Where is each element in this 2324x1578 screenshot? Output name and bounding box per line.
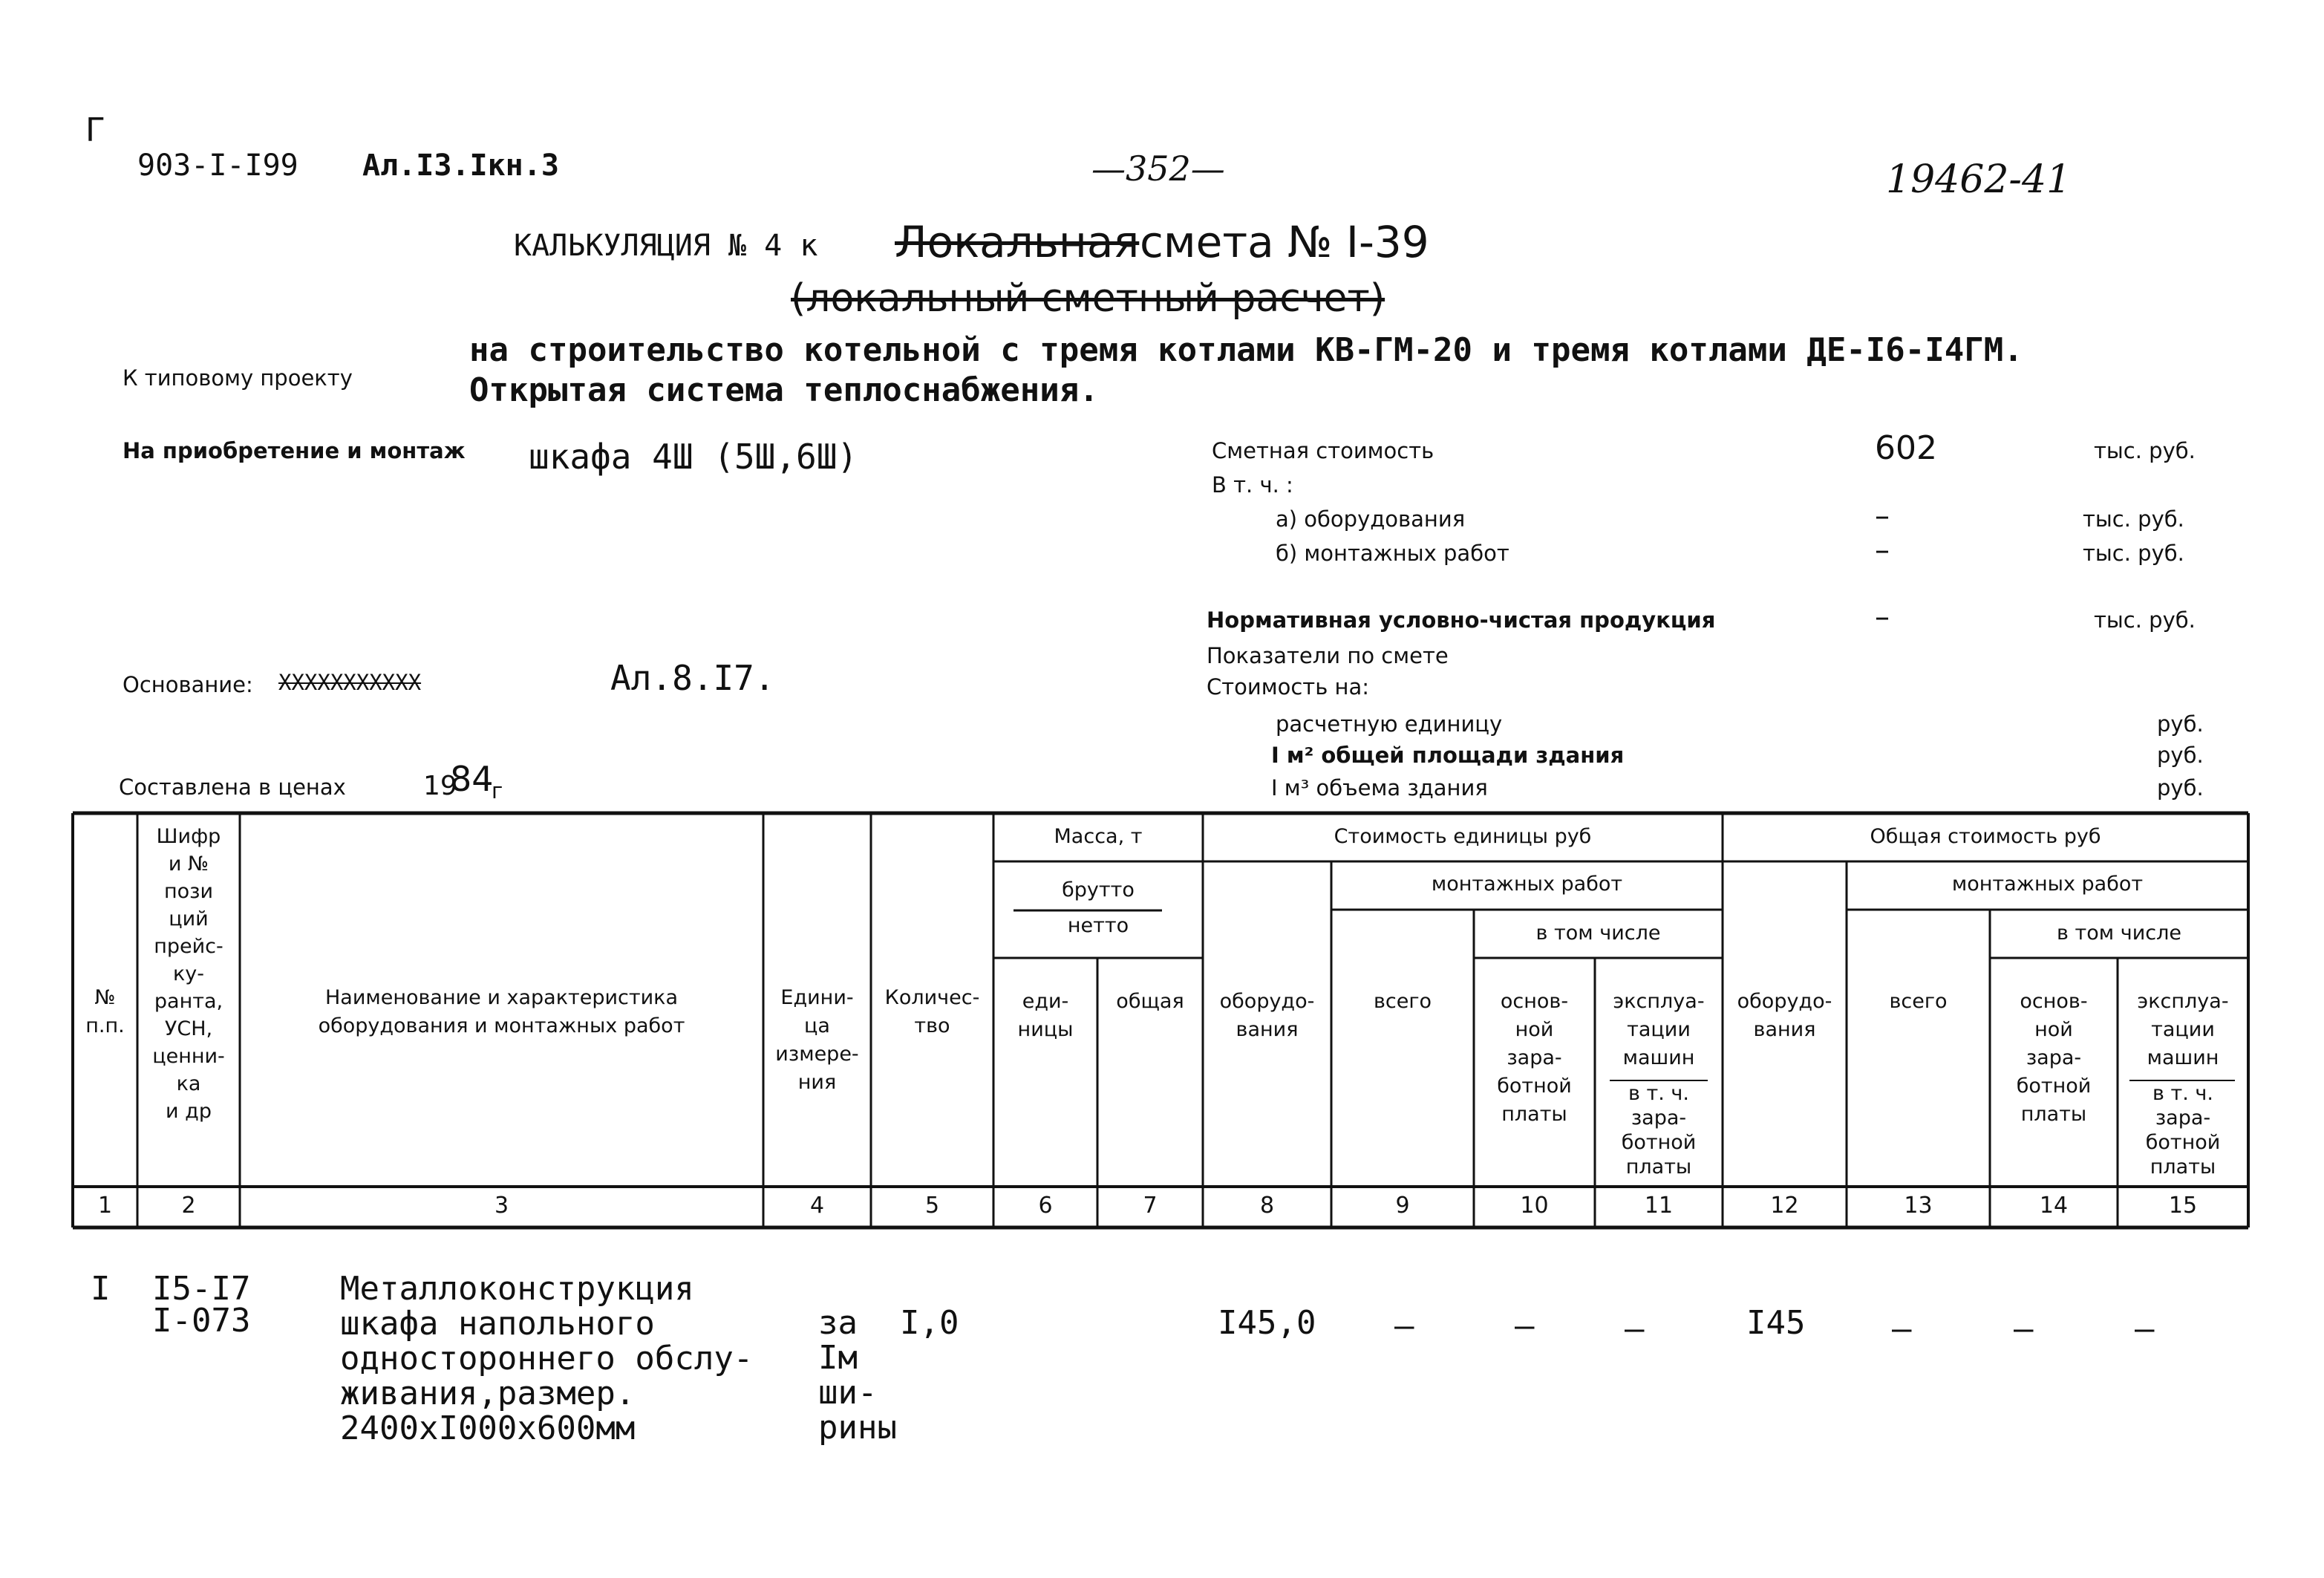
row-unit-machine: – <box>1625 1310 1645 1348</box>
equipment-value: – <box>1875 499 1890 533</box>
header-mass: Масса, т <box>1054 825 1143 848</box>
basis-value: Ал.8.I7. <box>610 658 775 698</box>
header-quantity: Количес- тво <box>884 986 980 1037</box>
header-total-installation: монтажных работ <box>1951 873 2144 896</box>
header-unit-machine: эксплуа- тации машин <box>1613 990 1705 1069</box>
project-line-2: Открытая система теплоснабжения. <box>469 371 1099 409</box>
estimated-cost-value: 602 <box>1875 429 1937 467</box>
row-unit-equipment: I45,0 <box>1218 1304 1316 1342</box>
row-name: Металлоконструкция шкафа напольного одностороннего обслу- живания,размер. 2400хI000х600мм <box>340 1270 754 1447</box>
including-label: В т. ч. : <box>1212 472 1293 498</box>
basis-struck: ХХХХХХХХХХХ <box>278 670 422 695</box>
installation-unit: тыс. руб. <box>2083 541 2184 566</box>
header-unit-wage: основ- ной зара- ботной платы <box>1497 990 1572 1126</box>
header-unit-cost: Стоимость единицы руб <box>1334 825 1592 848</box>
row-quantity: I,0 <box>900 1304 959 1342</box>
column-number: 5 <box>924 1193 940 1219</box>
purpose-value: шкафа 4Ш (5Ш,6Ш) <box>529 437 858 477</box>
header-mass-unit: еди- ницы <box>1017 990 1074 1041</box>
row-number: I <box>91 1270 111 1308</box>
header-row-number: № п.п. <box>85 986 125 1037</box>
album-ref: Ал.I3.Iкн.3 <box>362 149 559 183</box>
row-total-equipment: I45 <box>1746 1304 1806 1342</box>
row-code-2: I-073 <box>152 1302 251 1340</box>
title-prefix: КАЛЬКУЛЯЦИЯ № 4 к <box>514 229 818 263</box>
row-unit: за Iм ши- рины <box>818 1304 897 1447</box>
header-unit-machine-wage: в т. ч. зара- ботной платы <box>1621 1082 1697 1178</box>
header-price-code: Шифр и № пози ций прейс- ку- ранта, УСН, ценни- ка и др <box>152 825 225 1123</box>
per-m3-rub: руб. <box>2157 775 2204 801</box>
corner-mark: Г <box>85 111 105 149</box>
column-number: 8 <box>1259 1193 1275 1219</box>
per-m2-rub: руб. <box>2157 743 2204 768</box>
column-number: 1 <box>97 1193 113 1219</box>
estimated-cost-unit: тыс. руб. <box>2094 438 2196 463</box>
per-unit-rub: руб. <box>2157 711 2204 737</box>
basis-label: Основание: <box>123 672 253 697</box>
column-number: 7 <box>1143 1193 1158 1219</box>
indicators-label: Показатели по смете <box>1207 643 1449 668</box>
project-code: 903-I-I99 <box>137 149 298 183</box>
column-number: 4 <box>809 1193 825 1219</box>
normative-unit: тыс. руб. <box>2094 607 2196 633</box>
column-number: 11 <box>1644 1193 1674 1219</box>
header-unit: Едини- ца измере- ния <box>775 986 859 1094</box>
column-number: 9 <box>1395 1193 1410 1219</box>
per-m3-label: I м³ объема здания <box>1271 775 1488 801</box>
header-total-install-total: всего <box>1889 990 1948 1013</box>
purpose-label: На приобретение и монтаж <box>123 438 466 463</box>
column-number: 2 <box>181 1193 196 1219</box>
normative-label: Нормативная условно-чистая продукция <box>1207 607 1716 633</box>
document-subtitle: (локальный сметный расчет) <box>791 276 1385 321</box>
header-unit-installation: монтажных работ <box>1431 873 1623 896</box>
header-unit-install-total: всего <box>1373 990 1432 1013</box>
project-line-1: на строительство котельной с тремя котлами КВ-ГМ-20 и тремя котлами ДЕ-I6-I4ГМ. <box>469 331 2023 369</box>
cost-on-label: Стоимость на: <box>1207 674 1370 700</box>
installation-value: – <box>1875 533 1890 567</box>
installation-label: б) монтажных работ <box>1276 541 1509 566</box>
header-mass-total: общая <box>1116 990 1184 1013</box>
row-total-wage: – <box>2014 1310 2034 1348</box>
normative-value: – <box>1875 600 1890 634</box>
title-struck-word: Локальная <box>895 217 1140 267</box>
column-number: 13 <box>1904 1193 1933 1219</box>
header-total-wage: основ- ной зара- ботной платы <box>2016 990 2092 1126</box>
header-netto: нетто <box>1067 914 1129 937</box>
column-number: 14 <box>2039 1193 2069 1219</box>
compiled-year: 84 <box>450 759 494 799</box>
column-number: 15 <box>2168 1193 2198 1219</box>
header-total-machine-wage: в т. ч. зара- ботной платы <box>2145 1082 2221 1178</box>
compiled-year-prefix: 19 <box>423 771 457 801</box>
project-label: К типовому проекту <box>123 365 353 391</box>
header-unit-equipment: оборудо- вания <box>1219 990 1315 1041</box>
row-total-install: – <box>1892 1310 1912 1348</box>
column-number: 12 <box>1770 1193 1799 1219</box>
header-total-equipment: оборудо- вания <box>1737 990 1832 1041</box>
document-title: смета № I-39 <box>1140 217 1429 267</box>
column-number: 3 <box>494 1193 509 1219</box>
per-unit-label: расчетную единицу <box>1276 711 1503 737</box>
row-unit-install-total: – <box>1394 1307 1414 1345</box>
column-number: 10 <box>1520 1193 1549 1219</box>
equipment-label: а) оборудования <box>1276 506 1466 532</box>
header-brutto: брутто <box>1062 878 1135 902</box>
column-number: 6 <box>1038 1193 1053 1219</box>
estimated-cost-label: Сметная стоимость <box>1212 438 1434 463</box>
compiled-suffix: г <box>492 778 503 803</box>
per-m2-label: I м² общей площади здания <box>1271 743 1625 768</box>
header-name: Наименование и характеристика оборудования и монтажных работ <box>318 986 685 1037</box>
header-unit-including: в том числе <box>1535 922 1661 945</box>
document-number: 19462-41 <box>1886 157 2072 202</box>
compiled-label: Составлена в ценах <box>119 775 346 800</box>
equipment-unit: тыс. руб. <box>2083 506 2184 532</box>
row-unit-wage: – <box>1515 1307 1535 1345</box>
header-total-including: в том числе <box>2057 922 2181 945</box>
row-total-machine: – <box>2135 1310 2155 1348</box>
row-code-1: I5-I7 <box>152 1270 251 1308</box>
page-number: —352— <box>1091 149 1225 189</box>
header-total-cost: Общая стоимость руб <box>1870 825 2101 848</box>
header-total-machine: эксплуа- тации машин <box>2137 990 2229 1069</box>
